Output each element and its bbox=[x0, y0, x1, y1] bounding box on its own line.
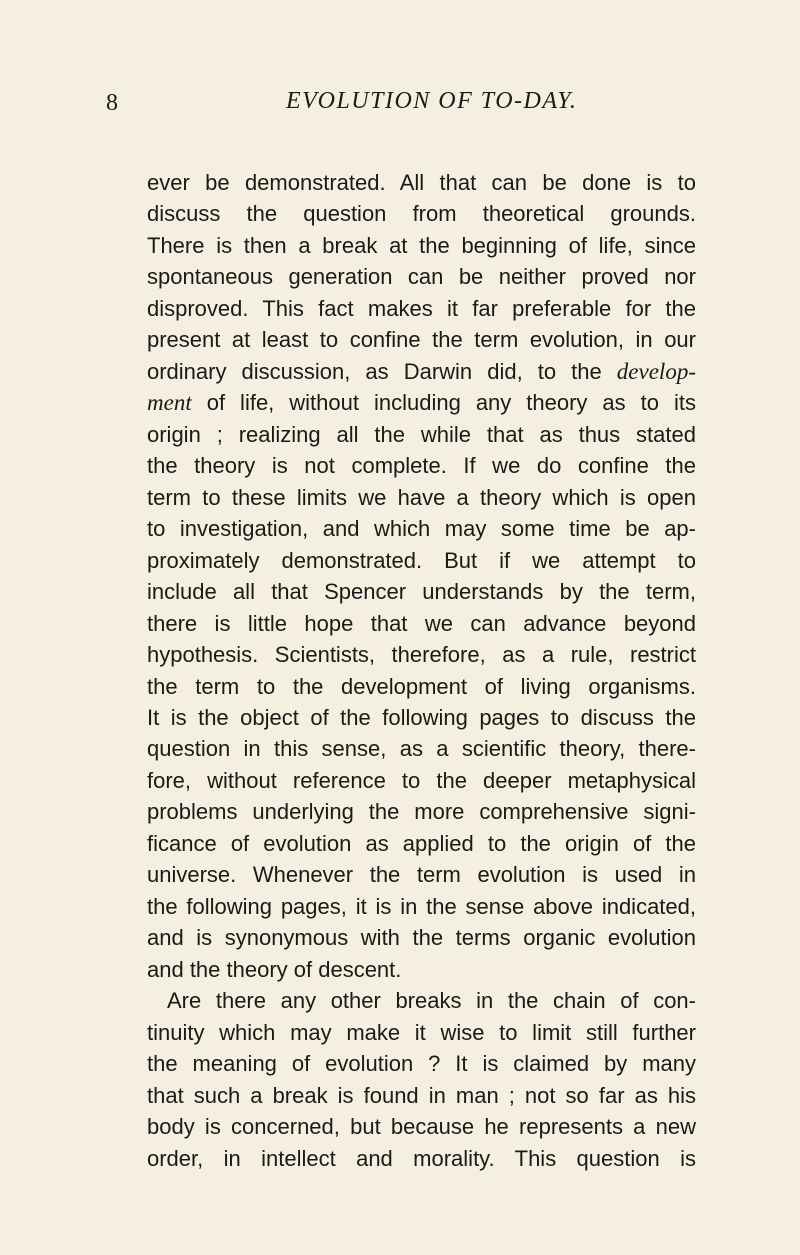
text-line: ficance of evolution as applied to the origin of the bbox=[147, 830, 696, 856]
text-line: ever be demonstrated. All that can be done is to bbox=[147, 170, 696, 195]
text-line: universe. Whenever the term evolution is used in bbox=[147, 862, 696, 888]
running-head: EVOLUTION OF TO-DAY. bbox=[286, 88, 578, 114]
text-line: that such a break is found in man ; not so far as his bbox=[147, 1082, 696, 1108]
text-line: body is concerned, but because he represents a new bbox=[147, 1114, 696, 1140]
text-line: discuss the question from theoretical grounds. bbox=[147, 201, 696, 227]
text-line: tinuity which may make it wise to limit still further bbox=[147, 1019, 696, 1045]
text-line: problems underlying the more comprehensive signi- bbox=[147, 799, 696, 825]
text-line: There is then a break at the beginning of life, since bbox=[147, 232, 696, 258]
text-line: and the theory of descent. bbox=[147, 956, 402, 982]
text-line: there is little hope that we can advance beyond bbox=[147, 610, 696, 636]
text-line: origin ; realizing all the while that as thus stated bbox=[147, 421, 696, 447]
text-line: the following pages, it is in the sense above indicated, bbox=[147, 893, 696, 919]
text-line: spontaneous generation can be neither proved nor bbox=[147, 264, 696, 290]
text-segment: ordinary discussion, as Darwin did, to the bbox=[147, 358, 602, 384]
text-line: present at least to confine the term evolution, in our bbox=[147, 327, 696, 353]
text-line: hypothesis. Scientists, therefore, as a rule, restrict bbox=[147, 642, 696, 668]
page-number: 8 bbox=[106, 90, 118, 116]
text-line: order, in intellect and morality. This question is bbox=[147, 1145, 696, 1171]
italic-word: ment bbox=[147, 390, 192, 416]
text-line: the term to the development of living organisms. bbox=[147, 673, 696, 699]
text-line: to investigation, and which may some time be ap- bbox=[147, 516, 696, 542]
text-line: fore, without reference to the deeper metaphysical bbox=[147, 767, 696, 793]
text-line: and is synonymous with the terms organic evolution bbox=[147, 925, 696, 951]
text-segment: of life, without including any theory as to its bbox=[206, 390, 696, 416]
text-line: question in this sense, as a scientific theory, there- bbox=[147, 736, 696, 762]
text-line: include all that Spencer understands by the term, bbox=[147, 579, 696, 605]
text-line: disproved. This fact makes it far preferable for the bbox=[147, 295, 696, 321]
text-line: the theory is not complete. If we do confine the bbox=[147, 453, 696, 479]
italic-word: develop- bbox=[616, 358, 696, 384]
text-line bbox=[147, 356, 696, 387]
body-text bbox=[147, 167, 696, 1174]
text-line: Are there any other breaks in the chain of con- bbox=[167, 988, 696, 1014]
text-line bbox=[147, 387, 696, 418]
text-line: It is the object of the following pages to discuss the bbox=[147, 704, 696, 730]
text-line: proximately demonstrated. But if we attempt to bbox=[147, 547, 696, 573]
text-line: the meaning of evolution ? It is claimed by many bbox=[147, 1051, 696, 1077]
text-line: term to these limits we have a theory which is open bbox=[147, 484, 696, 510]
